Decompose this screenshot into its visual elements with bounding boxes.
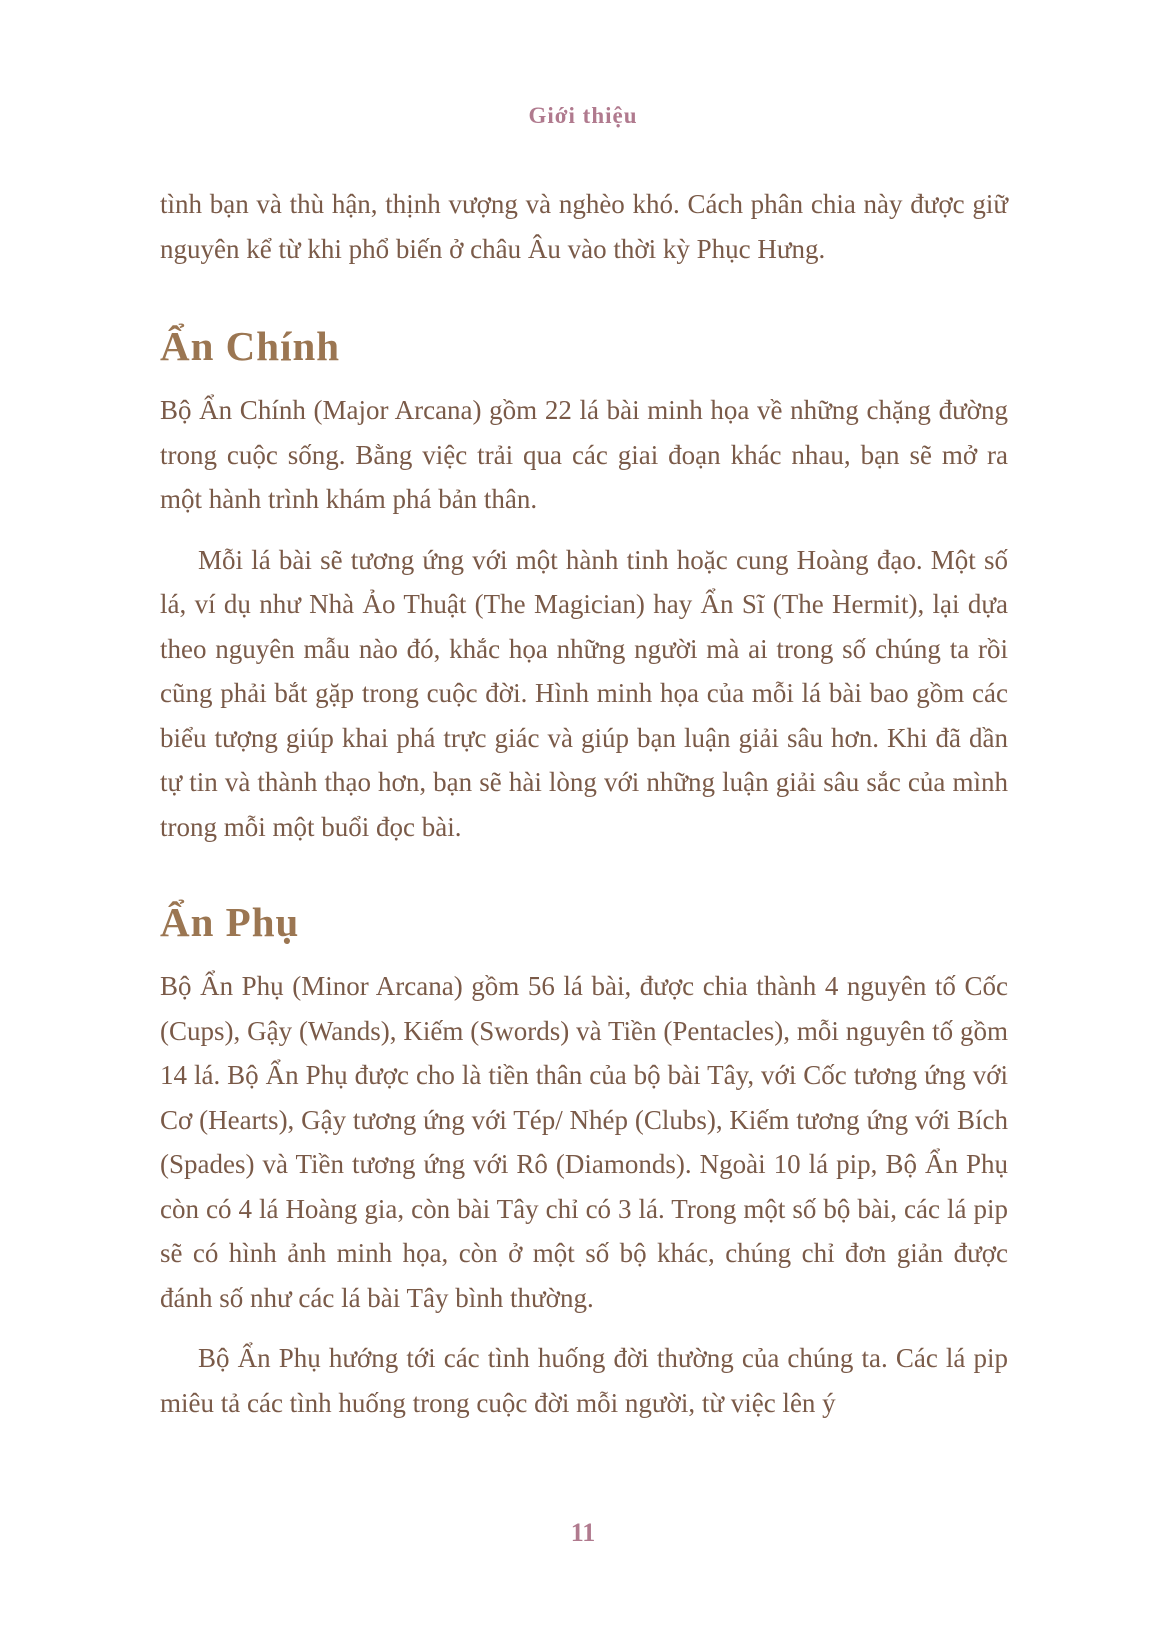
page-body (160, 182, 1008, 1425)
major-arcana-paragraph-2: Mỗi lá bài sẽ tương ứng với một hành tinh hoặc cung Hoàng đạo. Một số lá, ví dụ như Nhà Ảo Thuật (The Magician) hay Ẩn Sĩ (The Hermit), lại dựa theo nguyên mẫu nào đó, khắc họa những người mà ai trong số chúng ta rồi cũng phải bắt gặp trong cuộc đời. Hình minh họa của mỗi lá bài bao gồm các biểu tượng giúp khai phá trực giác và giúp bạn luận giải sâu hơn. Khi đã dần tự tin và thành thạo hơn, bạn sẽ hài lòng với những luận giải sâu sắc của mình trong mỗi một buổi đọc bài. (160, 544, 1008, 842)
page-number: 11 (570, 1518, 596, 1547)
major-arcana-paragraph-1: Bộ Ẩn Chính (Major Arcana) gồm 22 lá bài minh họa về những chặng đường trong cuộc sống. Bằng việc trải qua các giai đoạn khác nhau, bạn sẽ mở ra một hành trình khám phá bản thân. (160, 395, 1008, 514)
running-header: Giới thiệu (528, 103, 638, 128)
intro-paragraph: tình bạn và thù hận, thịnh vượng và nghèo khó. Cách phân chia này được giữ nguyên kể từ khi phổ biến ở châu Âu vào thời kỳ Phục Hưng. (160, 189, 1008, 264)
section-heading-minor-arcana: Ẩn Phụ (160, 899, 300, 945)
minor-arcana-paragraph-1: Bộ Ẩn Phụ (Minor Arcana) gồm 56 lá bài, được chia thành 4 nguyên tố Cốc (Cups), Gậy (Wands), Kiếm (Swords) và Tiền (Pentacles), mỗi nguyên tố gồm 14 lá. Bộ Ẩn Phụ được cho là tiền thân của bộ bài Tây, với Cốc tương ứng với Cơ (Hearts), Gậy tương ứng với Tép/ Nhép (Clubs), Kiếm tương ứng với Bích (Spades) và Tiền tương ứng với Rô (Diamonds). Ngoài 10 lá pip, Bộ Ẩn Phụ còn có 4 lá Hoàng gia, còn bài Tây chỉ có 3 lá. Trong một số bộ bài, các lá pip sẽ có hình ảnh minh họa, còn ở một số bộ khác, chúng chỉ đơn giản được đánh số như các lá bài Tây bình thường. (160, 971, 1008, 1313)
section-heading-major-arcana: Ẩn Chính (160, 323, 341, 369)
minor-arcana-paragraph-2: Bộ Ẩn Phụ hướng tới các tình huống đời thường của chúng ta. Các lá pip miêu tả các tình huống trong cuộc đời mỗi người, từ việc lên ý (160, 1343, 1008, 1418)
